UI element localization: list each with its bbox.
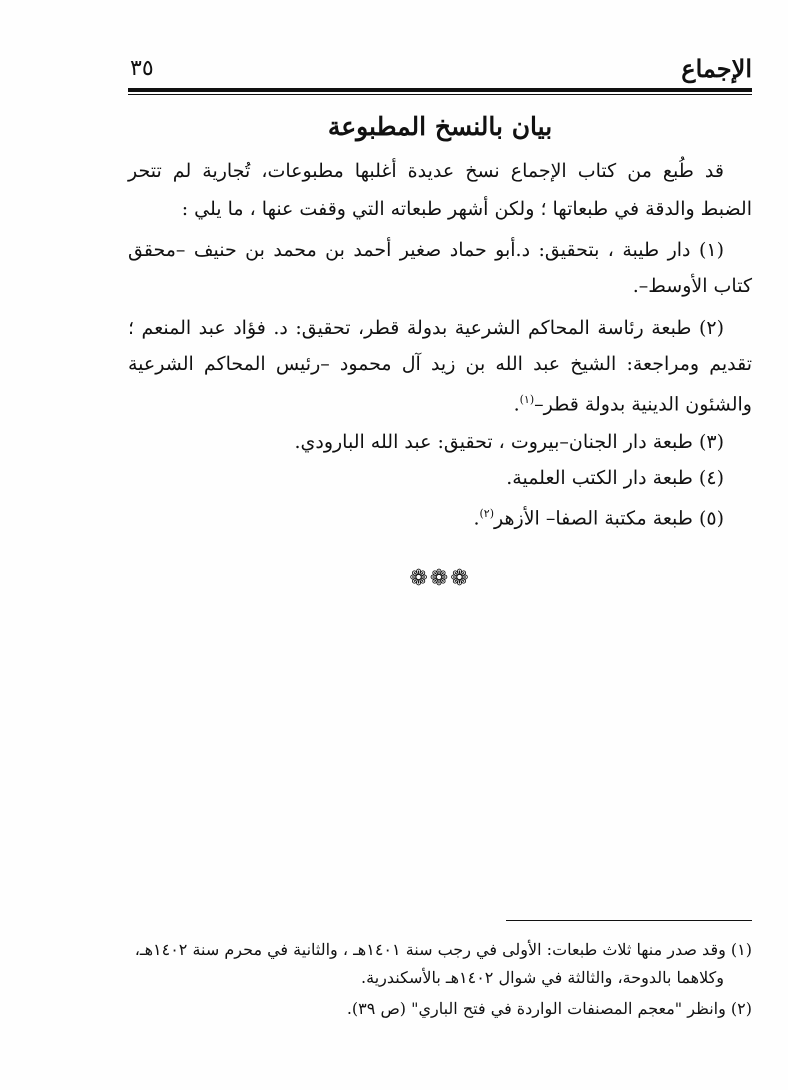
edition-4 <box>128 460 752 496</box>
intro-paragraph: قد طُبع من كتاب الإجماع نسخ عديدة أغلبها مطبوعات، تُجارية لم تتحر الضبط والدقة في طبعاتها ؛ ولكن أشهر طبعاته التي وقفت عنها ، ما يلي : <box>128 160 752 220</box>
footnote-ref-1: (١) <box>519 393 535 406</box>
footnote-1-line-1: (١) وقد صدر منها ثلاث طبعات: الأولى في رجب سنة ١٤٠١هـ ، والثانية في محرم سنة ١٤٠٢هـ، <box>134 940 752 959</box>
ornament-divider: ❁❁❁ <box>409 566 471 591</box>
header-rule-thick <box>128 88 752 92</box>
edition-3 <box>128 424 752 460</box>
header-rule-thin <box>128 94 752 95</box>
edition-5-tail: . <box>473 507 480 530</box>
edition-3-text: (٣) طبعة دار الجنان–بيروت ، تحقيق: عبد الله البارودي. <box>294 431 724 454</box>
edition-1 <box>128 232 752 304</box>
edition-2-tail: . <box>513 393 520 416</box>
edition-2-text: (٢) طبعة رئاسة المحاكم الشرعية بدولة قطر، تحقيق: د. فؤاد عبد المنعم ؛ تقديم ومراجعة: الشيخ عبد الله بن زيد آل محمود –رئيس المحاكم الشرعية والشئون الدينية بدولة قطر– <box>128 317 752 416</box>
edition-1-text: (١) دار طيبة ، بتحقيق: د.أبو حماد صغير أحمد بن محمد بن حنيف –محقق كتاب الأوسط–. <box>128 239 752 297</box>
running-header <box>128 52 752 86</box>
footnotes <box>128 936 752 1024</box>
footnote-separator <box>506 920 752 921</box>
section-title: بيان بالنسخ المطبوعة <box>327 112 553 141</box>
edition-5-text: (٥) طبعة مكتبة الصفا– الأزهر <box>494 507 724 530</box>
book-title: الإجماع <box>681 54 752 83</box>
edition-2 <box>128 310 752 422</box>
footnote-2: (٢) وانظر "معجم المصنفات الواردة في فتح الباري" (ص ٣٩). <box>346 999 752 1018</box>
footnote-ref-2: (٢) <box>479 507 495 521</box>
edition-4-text: (٤) طبعة دار الكتب العلمية. <box>506 467 724 490</box>
footnote-1-line-2: وكلاهما بالدوحة، والثالثة في شوال ١٤٠٢هـ بالأسكندرية. <box>361 968 724 987</box>
page-number: ٣٥ <box>130 56 154 81</box>
edition-5 <box>128 496 752 536</box>
main-text <box>128 152 752 537</box>
